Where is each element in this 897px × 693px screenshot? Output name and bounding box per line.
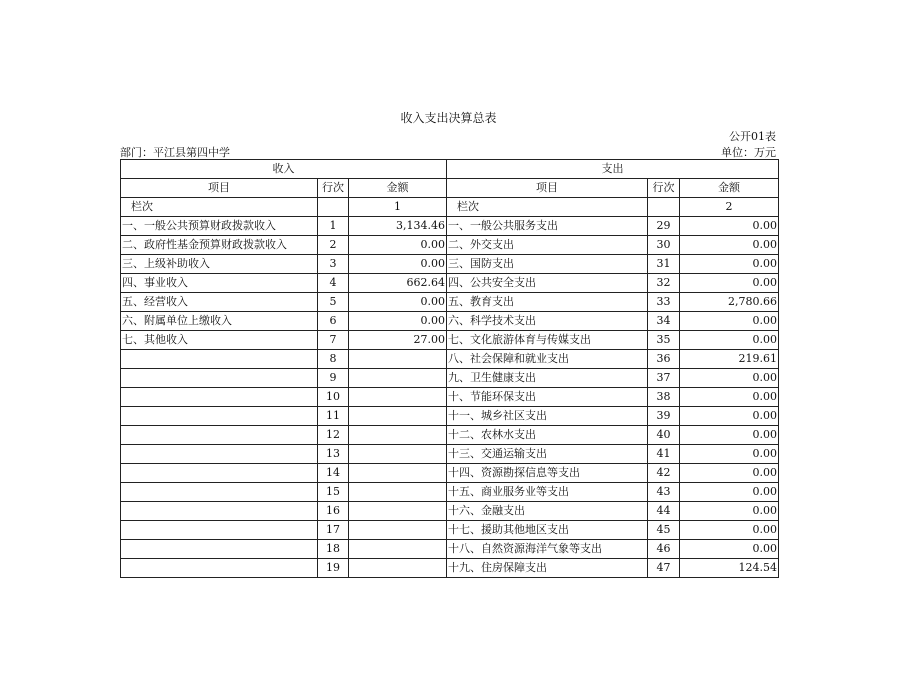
expense-row-no: 32: [648, 274, 680, 293]
income-item: [121, 464, 318, 483]
expense-amount: 219.61: [680, 350, 779, 369]
income-row-no: 14: [318, 464, 349, 483]
income-row-no: 5: [318, 293, 349, 312]
income-amount: [349, 350, 447, 369]
expense-row-no: 37: [648, 369, 680, 388]
expense-amount: 0.00: [680, 483, 779, 502]
unit-label: 单位：万元: [721, 146, 776, 159]
expense-amount: 0.00: [680, 255, 779, 274]
income-row-no: 8: [318, 350, 349, 369]
expense-row-no: 41: [648, 445, 680, 464]
income-row-no: 18: [318, 540, 349, 559]
expense-item: 七、文化旅游体育与传媒支出: [447, 331, 648, 350]
expense-amount: 0.00: [680, 312, 779, 331]
income-amount: [349, 369, 447, 388]
income-amount: [349, 502, 447, 521]
expense-row-no: 33: [648, 293, 680, 312]
expense-col-label: 栏次: [447, 198, 648, 217]
expense-item: 四、公共安全支出: [447, 274, 648, 293]
table-row: [121, 445, 779, 464]
expense-item: 十八、自然资源海洋气象等支出: [447, 540, 648, 559]
income-item: [121, 559, 318, 578]
income-amount: 3,134.46: [349, 217, 447, 236]
expense-amount: 0.00: [680, 445, 779, 464]
expense-row-no: 34: [648, 312, 680, 331]
table-row: [121, 559, 779, 578]
header-row-columns: [121, 179, 779, 198]
expense-amount: 0.00: [680, 464, 779, 483]
expense-row-no: 46: [648, 540, 680, 559]
table-row: [121, 255, 779, 274]
table-row: [121, 350, 779, 369]
expense-item: 十九、住房保障支出: [447, 559, 648, 578]
income-amount: [349, 521, 447, 540]
expense-item: 十二、农林水支出: [447, 426, 648, 445]
table-row: [121, 388, 779, 407]
income-item: 二、政府性基金预算财政拨款收入: [121, 236, 318, 255]
header-row-sections: [121, 160, 779, 179]
expense-col-number: 2: [680, 198, 779, 217]
income-item: 一、一般公共预算财政拨款收入: [121, 217, 318, 236]
income-amount: [349, 407, 447, 426]
income-amount: [349, 388, 447, 407]
income-row-no: 13: [318, 445, 349, 464]
income-header: 收入: [121, 160, 447, 179]
table-row: [121, 369, 779, 388]
income-amount: 0.00: [349, 236, 447, 255]
expense-amount: 0.00: [680, 236, 779, 255]
income-item: [121, 540, 318, 559]
table-row: [121, 217, 779, 236]
expense-amount: 0.00: [680, 521, 779, 540]
expense-item: 二、外交支出: [447, 236, 648, 255]
expense-amount: 0.00: [680, 540, 779, 559]
income-amount: [349, 540, 447, 559]
form-number: 公开01表: [729, 130, 776, 143]
income-col-number: 1: [349, 198, 447, 217]
expense-amount: 0.00: [680, 217, 779, 236]
income-amount: [349, 464, 447, 483]
table-row: [121, 236, 779, 255]
income-item: [121, 445, 318, 464]
income-amount: [349, 445, 447, 464]
table-row: [121, 407, 779, 426]
expense-amount: 124.54: [680, 559, 779, 578]
income-item: [121, 350, 318, 369]
expense-row-no: 39: [648, 407, 680, 426]
expense-amount: 0.00: [680, 426, 779, 445]
table-row: [121, 540, 779, 559]
expense-row-no: 29: [648, 217, 680, 236]
table-row: [121, 293, 779, 312]
income-amount: 0.00: [349, 312, 447, 331]
income-item: 三、上级补助收入: [121, 255, 318, 274]
expense-item: 十四、资源勘探信息等支出: [447, 464, 648, 483]
expense-item: 九、卫生健康支出: [447, 369, 648, 388]
income-item-header: 项目: [121, 179, 318, 198]
income-amount: [349, 483, 447, 502]
expense-item: 十七、援助其他地区支出: [447, 521, 648, 540]
expense-row-no: 44: [648, 502, 680, 521]
expense-row-no: 40: [648, 426, 680, 445]
expense-amount: 0.00: [680, 388, 779, 407]
expense-amount: 0.00: [680, 369, 779, 388]
income-item: [121, 426, 318, 445]
expense-row-no: 45: [648, 521, 680, 540]
table-row: [121, 312, 779, 331]
expense-rowno-header: 行次: [648, 179, 680, 198]
income-row-no: 6: [318, 312, 349, 331]
expense-amount: 0.00: [680, 407, 779, 426]
income-amount: [349, 559, 447, 578]
income-row-no: 10: [318, 388, 349, 407]
table-row: [121, 274, 779, 293]
expense-col-blank: [648, 198, 680, 217]
department-label: 部门：平江县第四中学: [120, 146, 230, 159]
table-body: [121, 217, 779, 578]
table-row: [121, 464, 779, 483]
expense-item: 十、节能环保支出: [447, 388, 648, 407]
income-rowno-header: 行次: [318, 179, 349, 198]
income-col-blank: [318, 198, 349, 217]
expense-item: 十三、交通运输支出: [447, 445, 648, 464]
income-row-no: 4: [318, 274, 349, 293]
income-expense-table: [120, 159, 779, 578]
income-item: 六、附属单位上缴收入: [121, 312, 318, 331]
expense-amount: 0.00: [680, 274, 779, 293]
expense-item: 八、社会保障和就业支出: [447, 350, 648, 369]
income-amount: 662.64: [349, 274, 447, 293]
income-row-no: 16: [318, 502, 349, 521]
income-row-no: 15: [318, 483, 349, 502]
income-amount: 0.00: [349, 293, 447, 312]
expense-header: 支出: [447, 160, 779, 179]
header-row-column-numbers: [121, 198, 779, 217]
expense-row-no: 43: [648, 483, 680, 502]
expense-row-no: 30: [648, 236, 680, 255]
income-row-no: 19: [318, 559, 349, 578]
expense-item-header: 项目: [447, 179, 648, 198]
expense-item: 六、科学技术支出: [447, 312, 648, 331]
income-item: [121, 521, 318, 540]
expense-item: 三、国防支出: [447, 255, 648, 274]
table-row: [121, 331, 779, 350]
income-row-no: 12: [318, 426, 349, 445]
table-row: [121, 483, 779, 502]
expense-row-no: 47: [648, 559, 680, 578]
expense-amount: 0.00: [680, 502, 779, 521]
income-row-no: 1: [318, 217, 349, 236]
expense-item: 十五、商业服务业等支出: [447, 483, 648, 502]
expense-amount-header: 金额: [680, 179, 779, 198]
expense-item: 十一、城乡社区支出: [447, 407, 648, 426]
income-amount: [349, 426, 447, 445]
income-item: [121, 502, 318, 521]
income-amount: 0.00: [349, 255, 447, 274]
expense-item: 一、一般公共服务支出: [447, 217, 648, 236]
expense-item: 十六、金融支出: [447, 502, 648, 521]
expense-amount: 0.00: [680, 331, 779, 350]
expense-item: 五、教育支出: [447, 293, 648, 312]
income-col-label: 栏次: [121, 198, 318, 217]
page-title: 收入支出决算总表: [400, 111, 497, 125]
table-row: [121, 521, 779, 540]
expense-row-no: 31: [648, 255, 680, 274]
expense-row-no: 36: [648, 350, 680, 369]
income-row-no: 9: [318, 369, 349, 388]
expense-row-no: 35: [648, 331, 680, 350]
income-row-no: 3: [318, 255, 349, 274]
income-amount-header: 金额: [349, 179, 447, 198]
income-item: [121, 388, 318, 407]
income-amount: 27.00: [349, 331, 447, 350]
income-row-no: 7: [318, 331, 349, 350]
table-row: [121, 426, 779, 445]
income-row-no: 11: [318, 407, 349, 426]
income-item: 七、其他收入: [121, 331, 318, 350]
table-row: [121, 502, 779, 521]
income-row-no: 17: [318, 521, 349, 540]
income-item: [121, 369, 318, 388]
income-item: 五、经营收入: [121, 293, 318, 312]
expense-row-no: 42: [648, 464, 680, 483]
income-item: [121, 483, 318, 502]
expense-amount: 2,780.66: [680, 293, 779, 312]
expense-row-no: 38: [648, 388, 680, 407]
income-row-no: 2: [318, 236, 349, 255]
income-item: [121, 407, 318, 426]
income-item: 四、事业收入: [121, 274, 318, 293]
